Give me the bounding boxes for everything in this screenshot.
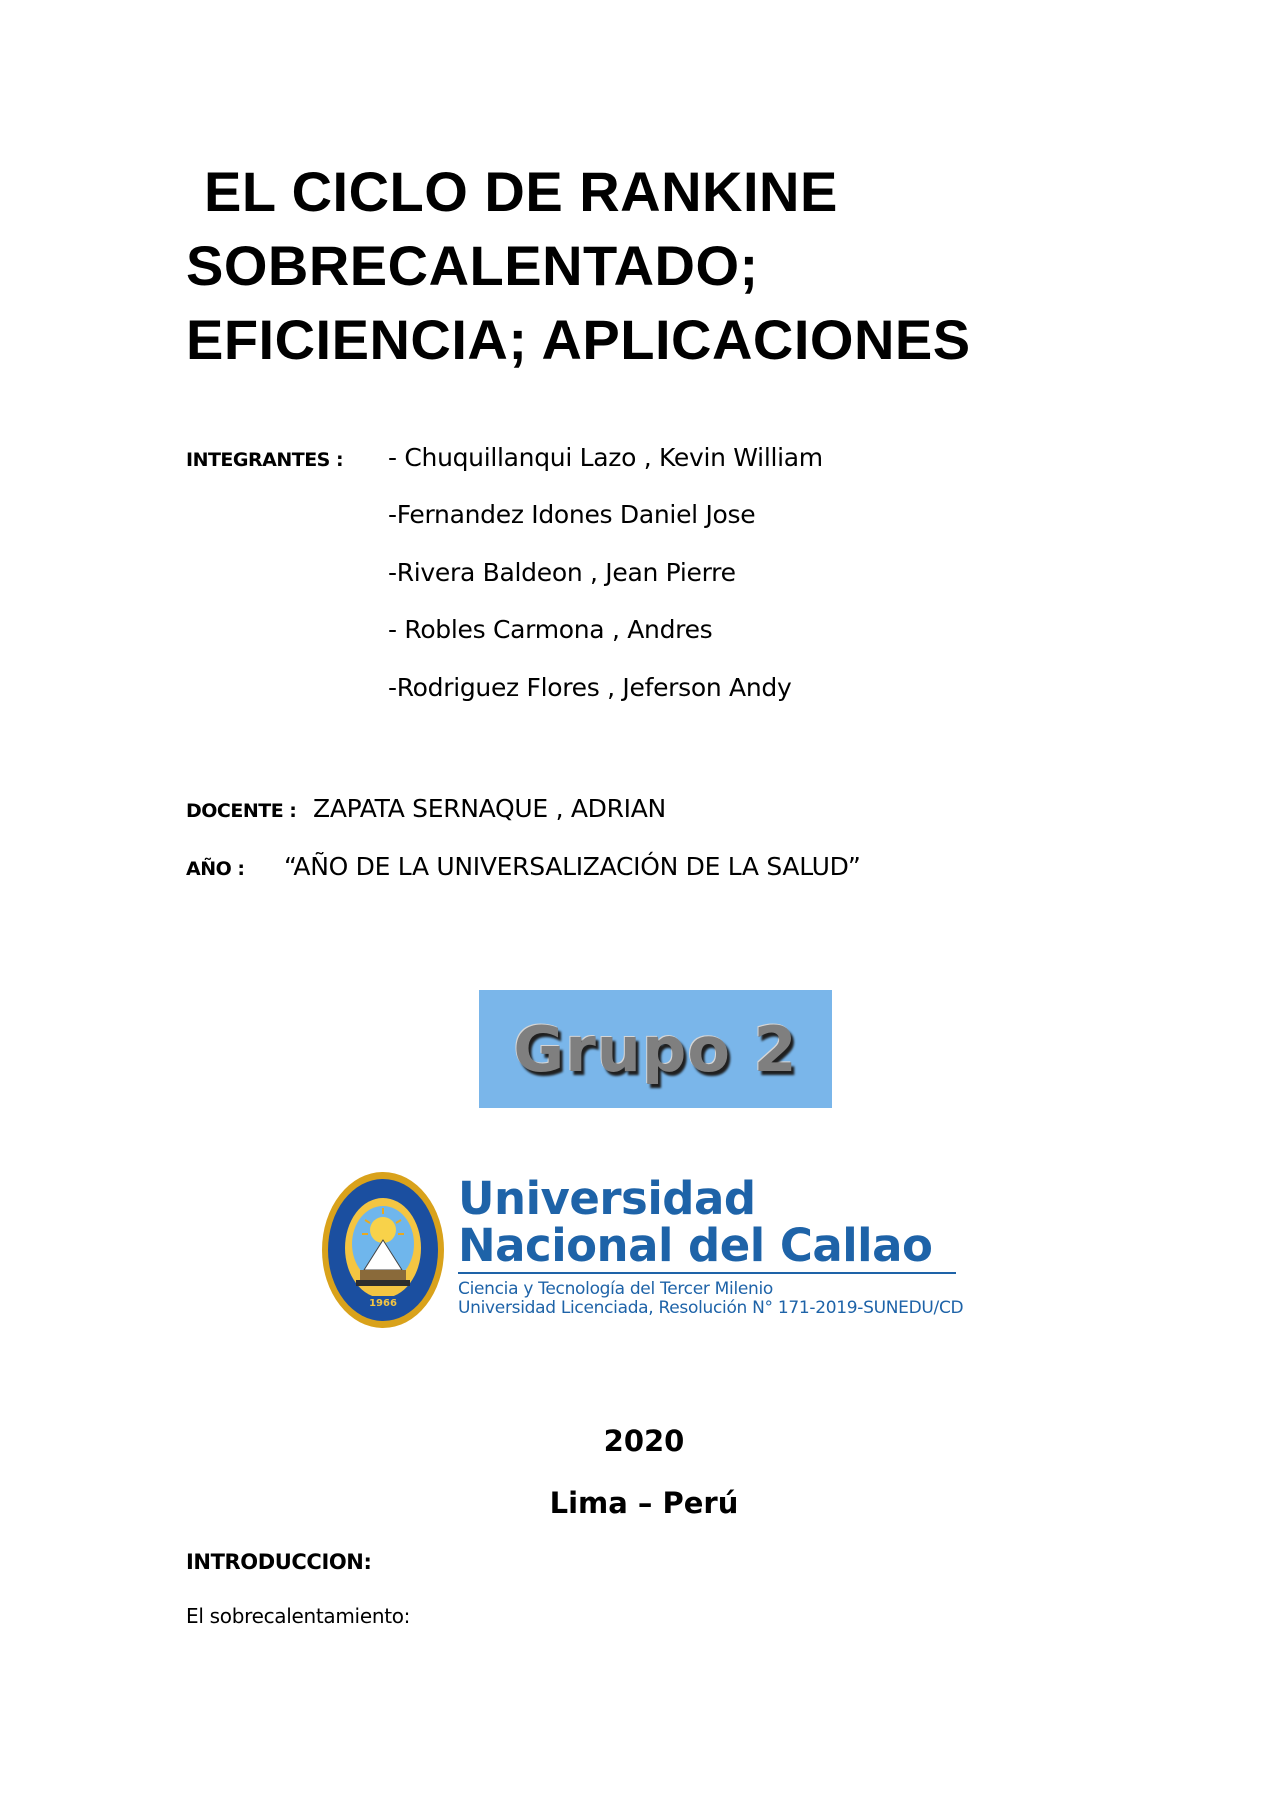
member-item: -Rivera Baldeon , Jean Pierre — [388, 558, 736, 587]
member-item: -Rodriguez Flores , Jeferson Andy — [388, 673, 792, 702]
member-item: - Chuquillanqui Lazo , Kevin William — [388, 443, 823, 472]
university-name-line-2: Nacional del Callao — [458, 1219, 933, 1272]
docente-label: DOCENTE : — [186, 800, 297, 822]
seal-icon — [320, 1170, 446, 1330]
docente-value: ZAPATA SERNAQUE , ADRIAN — [313, 794, 666, 823]
intro-body: El sobrecalentamiento: — [186, 1604, 411, 1628]
grupo-text: Grupo 2 — [513, 1012, 798, 1086]
university-name-line-1: Universidad — [458, 1172, 756, 1225]
member-item: -Fernandez Idones Daniel Jose — [388, 500, 756, 529]
title-line-1: EL CICLO DE RANKINE — [204, 160, 838, 223]
intro-heading: INTRODUCCION: — [186, 1550, 372, 1574]
footer-place: Lima – Perú — [549, 1486, 739, 1520]
footer-year: 2020 — [603, 1424, 685, 1458]
university-tagline-2: Universidad Licenciada, Resolución N° 171-2019-SUNEDU/CD — [458, 1298, 964, 1318]
university-seal-logo — [320, 1170, 446, 1330]
anio-label: AÑO : — [186, 858, 245, 880]
title-line-3: EFICIENCIA; APLICACIONES — [186, 308, 971, 371]
university-divider — [458, 1272, 956, 1274]
seal-year: 1966 — [369, 1298, 397, 1309]
anio-value: “AÑO DE LA UNIVERSALIZACIÓN DE LA SALUD” — [284, 852, 861, 881]
university-tagline-1: Ciencia y Tecnología del Tercer Milenio — [458, 1279, 774, 1299]
integrantes-label: INTEGRANTES : — [186, 449, 344, 471]
member-item: - Robles Carmona , Andres — [388, 615, 713, 644]
title-line-2: SOBRECALENTADO; — [186, 234, 759, 297]
grupo-banner — [479, 990, 832, 1108]
